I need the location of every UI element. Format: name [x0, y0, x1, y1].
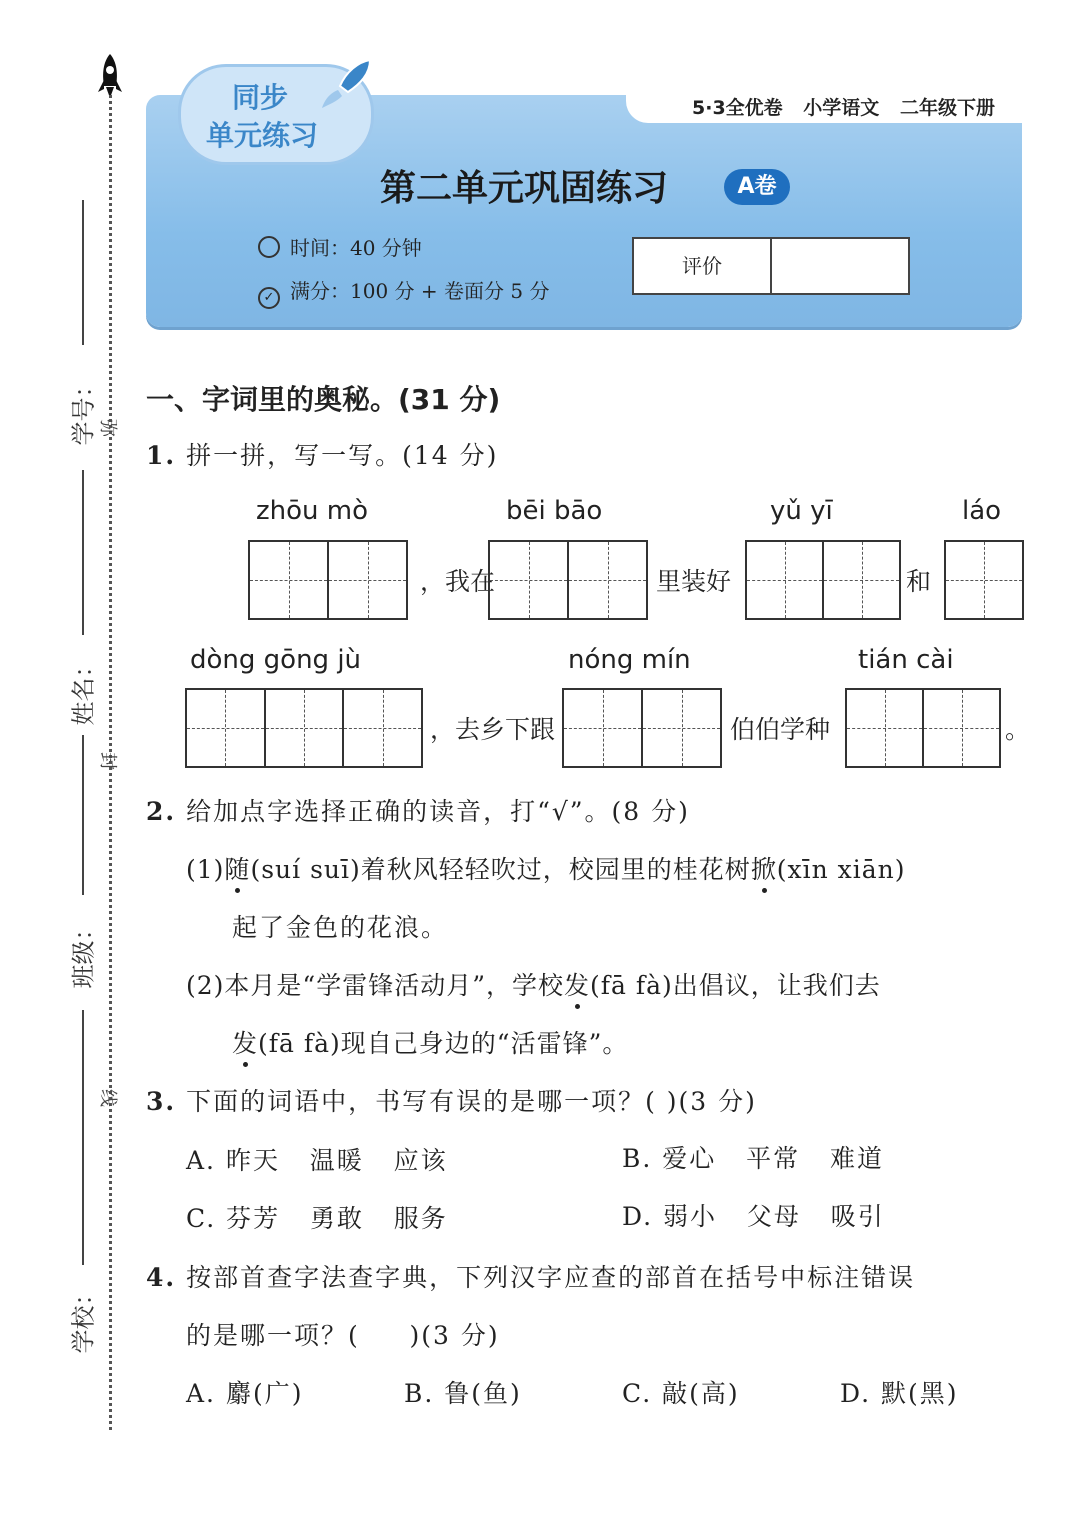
- pinyin-yuyi: yǔ yī: [770, 496, 833, 526]
- question-4-line2: 的是哪一项？( )(3 分): [186, 1321, 500, 1350]
- pinyin-zhoumo: zhōu mò: [256, 496, 369, 526]
- time-text: 时间：40 分钟: [290, 236, 422, 260]
- option-d[interactable]: D. 弱小 父母 吸引: [622, 1202, 885, 1231]
- series-name: 5·3全优卷: [692, 97, 783, 119]
- name-label: 姓名：: [69, 653, 98, 726]
- question-2: 2. 给加点字选择正确的读音，打“√”。(8 分): [146, 797, 690, 826]
- option-d[interactable]: D. 默(黑): [840, 1379, 959, 1408]
- dotted-char: 掀: [750, 855, 777, 884]
- pinyin-beibao: bēi bāo: [506, 496, 603, 526]
- answer-grid-zhoumo[interactable]: [248, 540, 408, 620]
- evaluation-box: [632, 237, 910, 295]
- question-2-item-2-line2: 发(fā fà)现自己身边的“活雷锋”。: [232, 1029, 629, 1058]
- pinyin-lao: láo: [962, 496, 1002, 526]
- cloud-logo-line2: 单元练习: [206, 119, 319, 152]
- answer-grid-yuyi[interactable]: [745, 540, 901, 620]
- dotted-char: 发: [563, 971, 590, 1000]
- answer-grid-lao[interactable]: [944, 540, 1024, 620]
- evaluation-label: 评价: [634, 239, 772, 293]
- subject: 小学语文: [803, 97, 880, 119]
- option-b[interactable]: B. 鲁(鱼): [404, 1379, 522, 1408]
- option-c[interactable]: C. 芬芳 勇敢 服务: [186, 1204, 448, 1233]
- grade: 二年级下册: [899, 97, 995, 119]
- question-2-item-1-line2: 起了金色的花浪。: [232, 913, 449, 942]
- time-info: [258, 232, 422, 261]
- section-heading: 一、字词里的奥秘。(31 分): [146, 383, 501, 416]
- clock-icon: [258, 236, 280, 258]
- joiner-text: 和: [906, 567, 932, 596]
- question-2-item-1: (1)随(suí suī)着秋风轻轻吹过，校园里的桂花树掀(xīn xiān): [186, 855, 906, 884]
- class-label: 班级：: [69, 916, 98, 989]
- option-b[interactable]: B. 爱心 平常 难道: [622, 1144, 884, 1173]
- cloud-logo-line1: 同步: [232, 81, 289, 114]
- check-circle-icon: ✓: [258, 287, 280, 309]
- pinyin-donggongju: dòng gōng jù: [190, 645, 362, 675]
- dotted-char: 发: [232, 1029, 259, 1058]
- binding-char-feng: 封: [97, 752, 118, 770]
- binding-char-mi: 弥: [97, 419, 118, 437]
- joiner-text: ，我在: [420, 567, 496, 596]
- series-info: [692, 93, 995, 120]
- answer-grid-nongmin[interactable]: [562, 688, 722, 768]
- dotted-char: 随: [224, 855, 251, 884]
- rocket-logo-icon: [318, 56, 376, 116]
- pinyin-tiancai: tián cài: [858, 645, 954, 675]
- school-line: [82, 1010, 84, 1265]
- student-id-line: [82, 200, 84, 345]
- pinyin-nongmin: nóng mín: [568, 645, 691, 675]
- school-label: 学校：: [69, 1281, 98, 1354]
- question-1: 1. 拼一拼，写一写。(14 分): [146, 441, 499, 470]
- answer-grid-donggongju[interactable]: [185, 688, 423, 768]
- full-score-text: 满分：100 分 + 卷面分 5 分: [290, 279, 550, 303]
- evaluation-field[interactable]: [771, 239, 908, 293]
- score-info: [258, 275, 549, 309]
- page-title: 第二单元巩固练习: [380, 168, 669, 209]
- joiner-text: 里装好: [656, 567, 732, 596]
- question-3: 3. 下面的词语中，书写有误的是哪一项？( )(3 分): [146, 1087, 757, 1116]
- student-id-label: 学号：: [69, 373, 98, 446]
- answer-grid-tiancai[interactable]: [845, 688, 1001, 768]
- joiner-text: ，去乡下跟: [430, 715, 556, 744]
- joiner-text: 。: [1005, 715, 1031, 744]
- question-2-item-2: (2)本月是“学雷锋活动月”，学校发(fā fà)出倡议，让我们去: [186, 971, 881, 1000]
- class-line: [82, 735, 84, 895]
- option-a[interactable]: A. 麝(广): [186, 1379, 304, 1408]
- name-line: [82, 470, 84, 635]
- binding-char-xian: 线: [97, 1089, 118, 1107]
- option-a[interactable]: A. 昨天 温暖 应该: [186, 1146, 448, 1175]
- answer-grid-beibao[interactable]: [488, 540, 648, 620]
- joiner-text: 伯伯学种: [730, 715, 831, 744]
- paper-version-badge: A卷: [724, 169, 790, 205]
- question-4: 4. 按部首查字法查字典，下列汉字应查的部首在括号中标注错误: [146, 1263, 916, 1292]
- option-c[interactable]: C. 敲(高): [622, 1379, 740, 1408]
